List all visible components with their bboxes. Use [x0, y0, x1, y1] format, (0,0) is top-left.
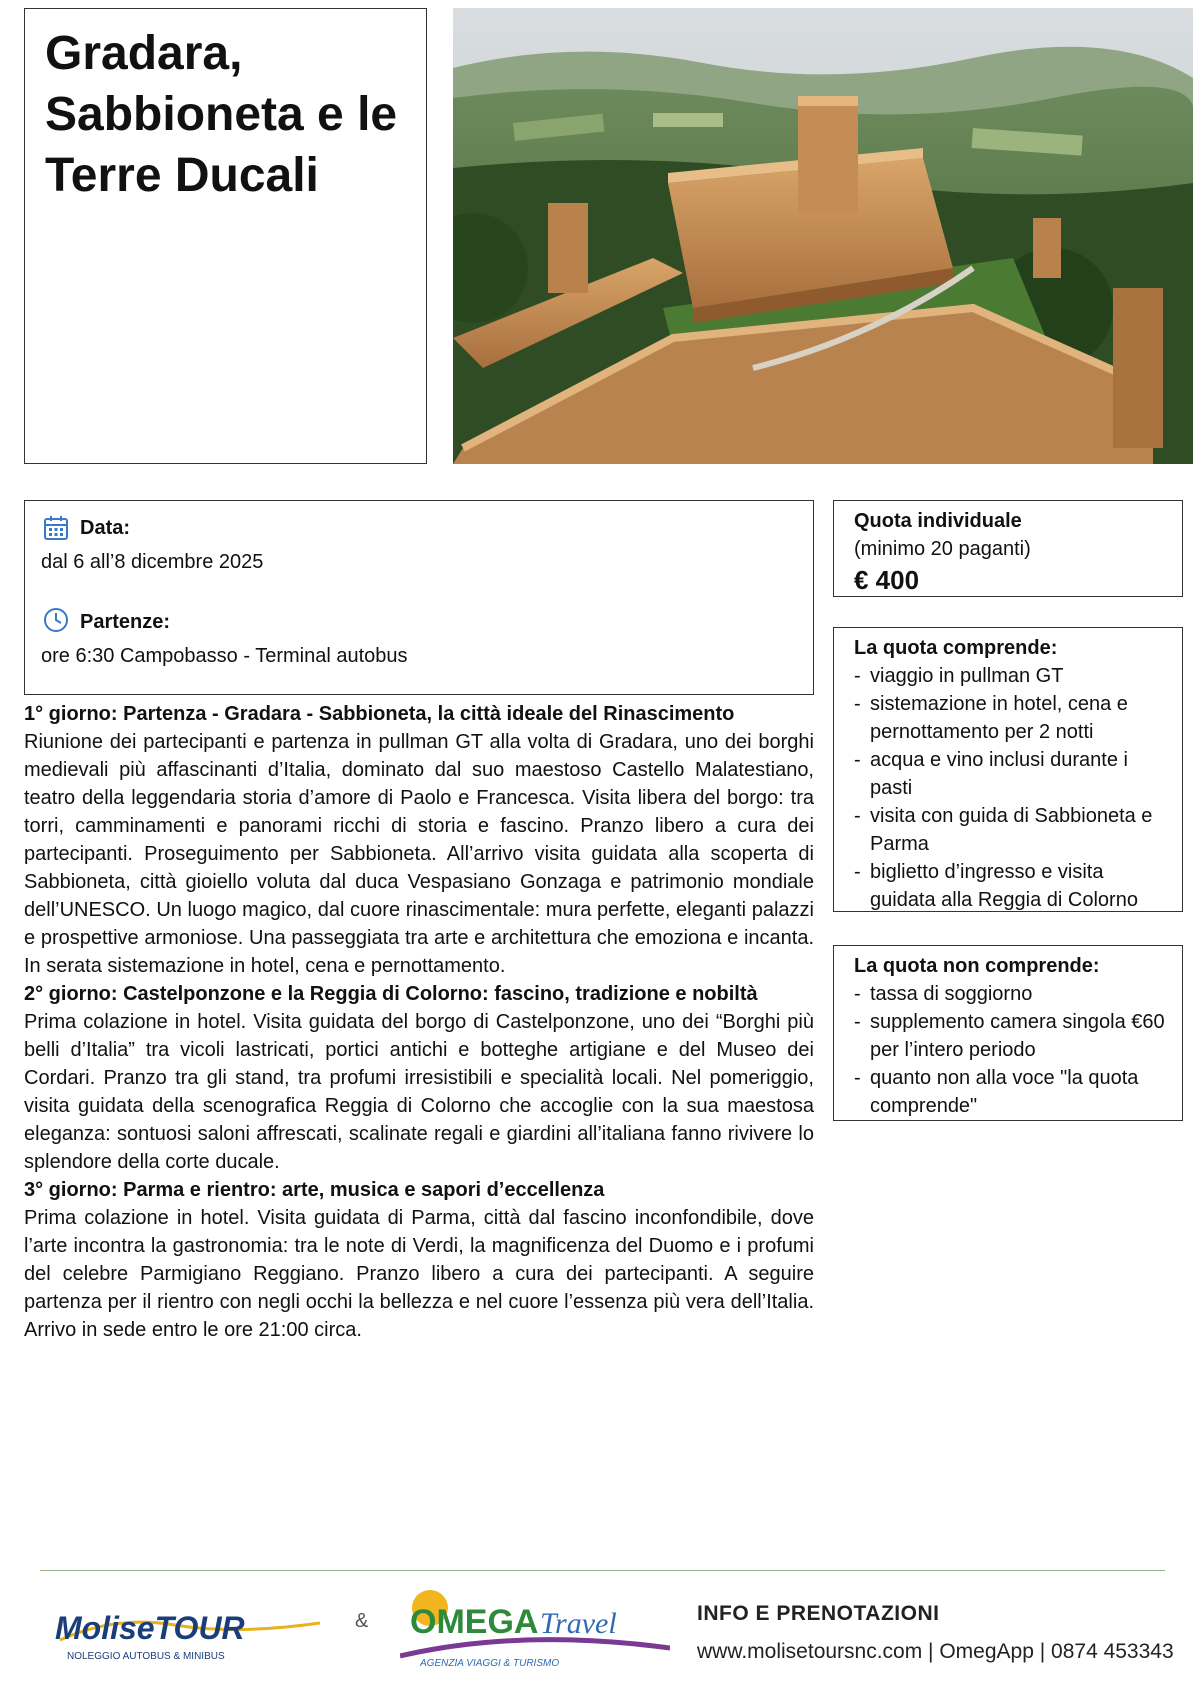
includes-title: La quota comprende:: [854, 637, 1058, 659]
day-1-text: Riunione dei partecipanti e partenza in pullman GT alla volta di Gradara, uno dei borghi medievali più affascinanti d’Italia, dominato dal suo maestoso Castello Malatestiano, teatro della leggendaria storia d’amore di Paolo e Francesca. Visita libera del borgo: tra torri, camminamenti e panorami ricchi di storia e fascino. Pranzo libero a cura dei partecipanti. Proseguimento per Sabbioneta. All’arrivo visita guidata alla scoperta di Sabbioneta, città gioiello voluta dal duca Vespasiano Gonzaga e patrimonio mondiale dell’UNESCO. Un luogo magico, dal cuore rinascimentale: mura perfette, eleganti palazzi e prospettive armoniose. Una passeggiata tra arte e architettura che emoziona e incanta. In serata sistemazione in hotel, cena e pernottamento.: [24, 731, 814, 977]
day-2-text: Prima colazione in hotel. Visita guidata del borgo di Castelponzone, uno dei “Borghi più belli d’Italia” tra vicoli lastricati, portici antichi e botteghe artigiane e del Museo dei Cordari. Pranzo tra gli stand, tra profumi irresistibili e specialità locali. Nel pomeriggio, visita guidata della scenografica Reggia di Colorno che accoglie con la sua maestosa eleganza: sontuosi saloni affrescati, scalinate regali e giardini all’italiana fanno rivivere lo splendore della corte ducale.: [24, 1011, 814, 1173]
list-item: - sistemazione in hotel, cena e pernottamento per 2 notti: [854, 690, 1172, 746]
calendar-icon: [43, 515, 69, 541]
price-value: € 400: [854, 565, 920, 595]
itinerary: [24, 700, 814, 1344]
includes-list: [854, 662, 1172, 914]
departure-label: Partenze:: [80, 611, 171, 633]
logo1-sub: NOLEGGIO AUTOBUS & MINIBUS: [67, 1651, 225, 1662]
title-box: [24, 8, 427, 464]
departure-value: ore 6:30 Campobasso - Terminal autobus: [41, 645, 408, 667]
day-1-title: 1° giorno: Partenza - Gradara - Sabbioneta, la città ideale del Rinascimento: [24, 703, 735, 725]
contact-heading: INFO E PRENOTAZIONI: [697, 1602, 940, 1625]
list-item: - acqua e vino inclusi durante i pasti: [854, 746, 1172, 802]
list-item: - viaggio in pullman GT: [854, 662, 1172, 690]
contact-block: [697, 1595, 1174, 1671]
page-title: [45, 23, 397, 206]
title-line-3: Terre Ducali: [45, 149, 319, 202]
price-box: [833, 500, 1183, 597]
list-item: - biglietto d’ingresso e visita guidata alla Reggia di Colorno: [854, 858, 1172, 914]
price-note: (minimo 20 paganti): [854, 538, 1031, 560]
includes-box: [833, 627, 1183, 912]
excludes-box: [833, 945, 1183, 1121]
logo2-sub: AGENZIA VIAGGI & TURISMO: [420, 1658, 560, 1668]
day-3-text: Prima colazione in hotel. Visita guidata di Parma, città dal fascino inconfondibile, dove l’arte incontra la gastronomia: tra le note di Verdi, la magnificenza del Duomo e i profumi del celebre Parmigiano Reggiano. Pranzo libero a cura dei partecipanti. A seguire partenza per il rientro con negli occhi la bellezza e nel cuore l’essenza più vera dell’Italia. Arrivo in sede entro le ore 21:00 circa.: [24, 1207, 814, 1341]
footer-divider: [40, 1570, 1165, 1571]
molisetour-logo: [55, 1595, 325, 1665]
price-heading: Quota individuale: [854, 510, 1022, 532]
ampersand: &: [355, 1610, 369, 1632]
logo2-script: Travel: [540, 1607, 617, 1640]
list-item: - quanto non alla voce "la quota comprende": [854, 1064, 1172, 1120]
clock-icon: [43, 607, 69, 633]
title-line-2: Sabbioneta e le: [45, 88, 398, 141]
omegatravel-logo: [400, 1578, 670, 1668]
hero-photo: [453, 8, 1193, 464]
excludes-list: [854, 980, 1172, 1120]
day-3-title: 3° giorno: Parma e rientro: arte, musica e sapori d’eccellenza: [24, 1179, 605, 1201]
day-2-title: 2° giorno: Castelponzone e la Reggia di Colorno: fascino, tradizione e nobiltà: [24, 983, 758, 1005]
title-line-1: Gradara,: [45, 27, 243, 80]
castle-illustration: [453, 8, 1193, 464]
list-item: - supplemento camera singola €60 per l’intero periodo: [854, 1008, 1172, 1064]
logo1-text: MoliseTOUR: [55, 1610, 245, 1646]
excludes-title: La quota non comprende:: [854, 955, 1100, 977]
list-item: - tassa di soggiorno: [854, 980, 1172, 1008]
contact-line[interactable]: www.molisetoursnc.com | OmegApp | 0874 453343: [697, 1640, 1174, 1663]
date-label: Data:: [80, 517, 131, 539]
info-box: [24, 500, 814, 695]
logo2-text: OMEGA: [410, 1603, 539, 1641]
list-item: - visita con guida di Sabbioneta e Parma: [854, 802, 1172, 858]
date-value: dal 6 all’8 dicembre 2025: [41, 551, 264, 573]
